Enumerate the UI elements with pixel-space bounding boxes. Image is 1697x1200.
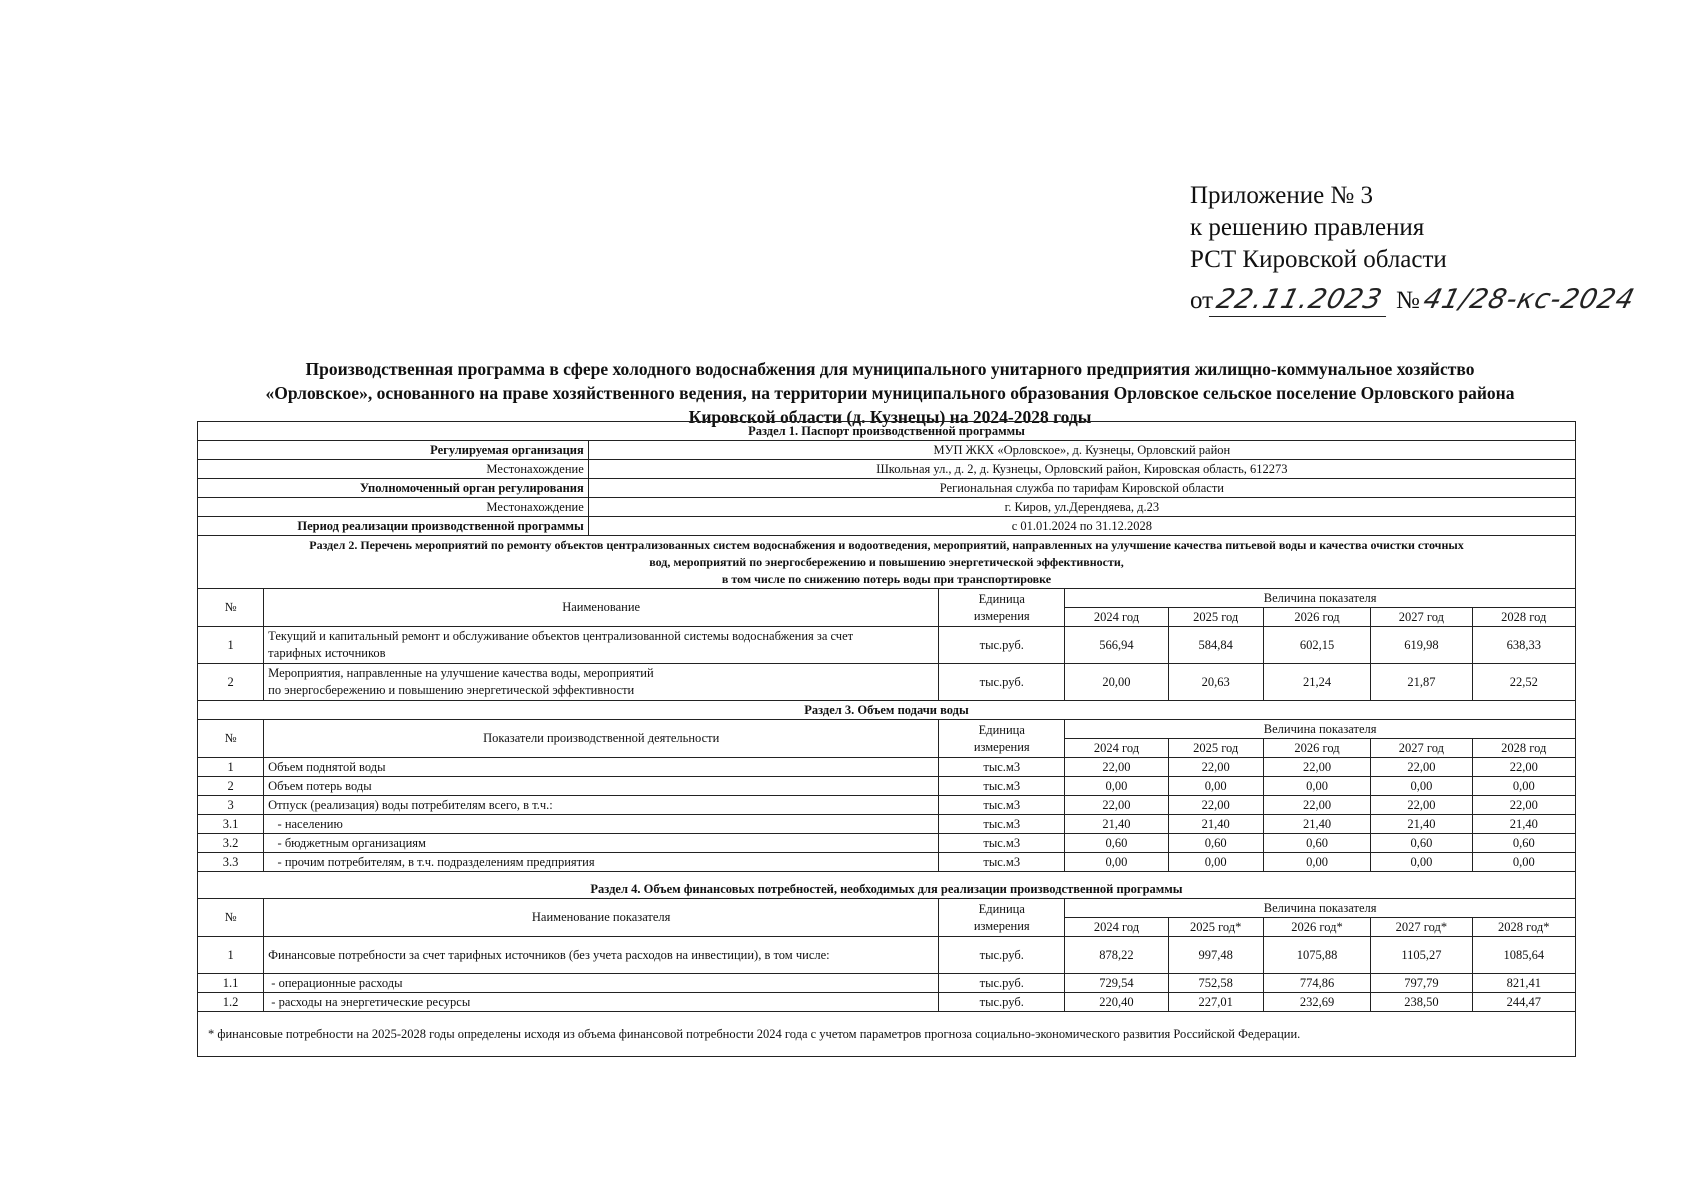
- table-row: [198, 937, 1576, 974]
- passport-value: Школьная ул., д. 2, д. Кузнецы, Орловский район, Кировская область, 612273: [588, 460, 1575, 479]
- row-value: 1075,88: [1263, 937, 1371, 974]
- appendix-block: [1190, 180, 1638, 317]
- row-name: - расходы на энергетические ресурсы: [264, 993, 939, 1012]
- row-name: [264, 627, 939, 664]
- row-value: 0,60: [1371, 834, 1472, 853]
- row-value: 0,00: [1168, 853, 1263, 872]
- program-table: [197, 421, 1576, 1057]
- row-value: 22,00: [1472, 796, 1575, 815]
- number-label: №: [1395, 287, 1420, 314]
- row-num: 3.2: [198, 834, 264, 853]
- header-value: Величина показателя: [1065, 589, 1576, 608]
- header-unit-line-1: Единица: [978, 591, 1025, 606]
- passport-value: Региональная служба по тарифам Кировской области: [588, 479, 1575, 498]
- row-value: 22,00: [1472, 758, 1575, 777]
- row-value: 21,40: [1371, 815, 1472, 834]
- row-unit: тыс.м3: [939, 815, 1065, 834]
- row-value: 774,86: [1263, 974, 1371, 993]
- row-value: 0,00: [1472, 777, 1575, 796]
- row-value: 22,00: [1065, 796, 1168, 815]
- header-name: Показатели производственной деятельности: [264, 720, 939, 758]
- row-name: Финансовые потребности за счет тарифных источников (без учета расходов на инвестиции), в том числе:: [264, 937, 939, 974]
- row-value: 0,60: [1065, 834, 1168, 853]
- table-row: [198, 993, 1576, 1012]
- header-value: Величина показателя: [1065, 720, 1576, 739]
- row-value: 619,98: [1371, 627, 1472, 664]
- document-title: [195, 357, 1585, 429]
- row-name: - прочим потребителям, в т.ч. подразделениям предприятия: [264, 853, 939, 872]
- row-value: 1105,27: [1371, 937, 1472, 974]
- row-value: 0,60: [1263, 834, 1371, 853]
- header-unit-line-1: Единица: [978, 722, 1025, 737]
- row-value: 997,48: [1168, 937, 1263, 974]
- passport-row: [198, 517, 1576, 536]
- table-row: [198, 627, 1576, 664]
- decision-number: 41/28-кс-2024: [1420, 284, 1638, 315]
- appendix-line-2: к решению правления: [1190, 214, 1425, 241]
- row-value: 22,52: [1472, 664, 1575, 701]
- row-value: 22,00: [1371, 758, 1472, 777]
- row-num: 2: [198, 664, 264, 701]
- row-value: 22,00: [1065, 758, 1168, 777]
- row-num: 3.1: [198, 815, 264, 834]
- passport-row: [198, 460, 1576, 479]
- row-value: 21,87: [1371, 664, 1472, 701]
- row-value: 752,58: [1168, 974, 1263, 993]
- row-value: 1085,64: [1472, 937, 1575, 974]
- row-value: 797,79: [1371, 974, 1472, 993]
- row-name: - бюджетным организациям: [264, 834, 939, 853]
- row-unit: тыс.м3: [939, 796, 1065, 815]
- row-name: Отпуск (реализация) воды потребителям всего, в т.ч.:: [264, 796, 939, 815]
- row-name: [264, 664, 939, 701]
- passport-row: [198, 479, 1576, 498]
- header-year: 2027 год: [1371, 608, 1472, 627]
- footnote: * финансовые потребности на 2025-2028 годы определены исходя из объема финансовой потребности 2024 года с учетом параметров прогноза социально-экономического развития Российской Федерации.: [198, 1012, 1576, 1057]
- row-name: - операционные расходы: [264, 974, 939, 993]
- row-value: 238,50: [1371, 993, 1472, 1012]
- header-year: 2026 год*: [1263, 918, 1371, 937]
- table-row: [198, 853, 1576, 872]
- row-value: 638,33: [1472, 627, 1575, 664]
- section2-title-line-3: в том числе по снижению потерь воды при транспортировке: [721, 571, 1052, 586]
- header-unit: [939, 589, 1065, 627]
- section1-title: Раздел 1. Паспорт производственной программы: [198, 422, 1576, 441]
- row-value: 0,00: [1065, 853, 1168, 872]
- row-num: 1: [198, 627, 264, 664]
- row-unit: тыс.м3: [939, 853, 1065, 872]
- header-num: №: [198, 589, 264, 627]
- row-name: - населению: [264, 815, 939, 834]
- passport-label: Уполномоченный орган регулирования: [198, 479, 589, 498]
- row-value: 21,40: [1168, 815, 1263, 834]
- row-name-line-1: Мероприятия, направленные на улучшение качества воды, мероприятий: [268, 666, 654, 680]
- row-value: 20,00: [1065, 664, 1168, 701]
- row-num: 3.3: [198, 853, 264, 872]
- row-value: 0,00: [1168, 777, 1263, 796]
- program-table-wrapper: [197, 421, 1576, 1057]
- row-name-line-2: тарифных источников: [268, 646, 386, 660]
- section2-title-line-2: вод, мероприятий по энергосбережению и повышению энергетической эффективности,: [649, 554, 1124, 569]
- row-num: 1.1: [198, 974, 264, 993]
- row-unit: тыс.м3: [939, 758, 1065, 777]
- table-row: [198, 777, 1576, 796]
- header-num: №: [198, 720, 264, 758]
- title-line-1: Производственная программа в сфере холодного водоснабжения для муниципального унитарного предприятия жилищно-коммунальное хозяйство: [305, 359, 1475, 379]
- row-num: 1.2: [198, 993, 264, 1012]
- header-year: 2024 год: [1065, 918, 1168, 937]
- row-name-line-2: по энергосбережению и повышению энергетической эффективности: [268, 683, 635, 697]
- row-value: 0,00: [1371, 777, 1472, 796]
- header-value: Величина показателя: [1065, 899, 1576, 918]
- row-value: 244,47: [1472, 993, 1575, 1012]
- row-value: 22,00: [1263, 758, 1371, 777]
- row-unit: тыс.руб.: [939, 664, 1065, 701]
- header-year: 2027 год*: [1371, 918, 1472, 937]
- header-year: 2025 год*: [1168, 918, 1263, 937]
- row-value: 22,00: [1371, 796, 1472, 815]
- row-value: 22,00: [1168, 758, 1263, 777]
- header-year: 2026 год: [1263, 739, 1371, 758]
- row-num: 2: [198, 777, 264, 796]
- row-value: 0,60: [1168, 834, 1263, 853]
- passport-label: Период реализации производственной программы: [198, 517, 589, 536]
- header-name: Наименование: [264, 589, 939, 627]
- title-line-3: Кировской области (д. Кузнецы) на 2024-2028 годы: [688, 407, 1092, 427]
- row-unit: тыс.м3: [939, 834, 1065, 853]
- table-row: [198, 796, 1576, 815]
- header-name: Наименование показателя: [264, 899, 939, 937]
- header-num: №: [198, 899, 264, 937]
- row-value: 21,40: [1065, 815, 1168, 834]
- row-value: 0,00: [1065, 777, 1168, 796]
- row-unit: тыс.руб.: [939, 974, 1065, 993]
- from-label: от: [1190, 287, 1214, 314]
- row-name: Объем потерь воды: [264, 777, 939, 796]
- table-row: [198, 834, 1576, 853]
- row-value: 21,40: [1263, 815, 1371, 834]
- passport-value: г. Киров, ул.Дерендяева, д.23: [588, 498, 1575, 517]
- appendix-line-3: РСТ Кировской области: [1190, 246, 1447, 273]
- passport-value: с 01.01.2024 по 31.12.2028: [588, 517, 1575, 536]
- row-value: 220,40: [1065, 993, 1168, 1012]
- header-year: 2025 год: [1168, 608, 1263, 627]
- row-value: 21,40: [1472, 815, 1575, 834]
- section2-title-line-1: Раздел 2. Перечень мероприятий по ремонту объектов централизованных систем водоснабжения и водоотведения, мероприятий, направленных на улучшение качества питьевой воды и качества очистки сточных: [309, 537, 1464, 552]
- header-year: 2024 год: [1065, 608, 1168, 627]
- row-name: Объем поднятой воды: [264, 758, 939, 777]
- header-year: 2026 год: [1263, 608, 1371, 627]
- row-value: 602,15: [1263, 627, 1371, 664]
- table-row: [198, 758, 1576, 777]
- header-year: 2028 год*: [1472, 918, 1575, 937]
- row-num: 3: [198, 796, 264, 815]
- row-name-line-1: Текущий и капитальный ремонт и обслуживание объектов централизованной системы водоснабжения за счет: [268, 629, 854, 643]
- header-year: 2025 год: [1168, 739, 1263, 758]
- appendix-line-1: Приложение № 3: [1190, 182, 1374, 209]
- row-value: 0,00: [1263, 777, 1371, 796]
- header-unit: [939, 720, 1065, 758]
- row-value: 232,69: [1263, 993, 1371, 1012]
- table-row: [198, 664, 1576, 701]
- row-value: 729,54: [1065, 974, 1168, 993]
- row-value: 22,00: [1263, 796, 1371, 815]
- row-unit: тыс.руб.: [939, 627, 1065, 664]
- header-year: 2027 год: [1371, 739, 1472, 758]
- header-year: 2024 год: [1065, 739, 1168, 758]
- header-year: 2028 год: [1472, 608, 1575, 627]
- row-value: 227,01: [1168, 993, 1263, 1012]
- row-value: 21,24: [1263, 664, 1371, 701]
- table-row: [198, 974, 1576, 993]
- row-value: 0,00: [1263, 853, 1371, 872]
- header-year: 2028 год: [1472, 739, 1575, 758]
- appendix-decision-line: [1190, 284, 1638, 317]
- passport-row: [198, 441, 1576, 460]
- row-value: 0,00: [1472, 853, 1575, 872]
- section2-title: [198, 536, 1576, 589]
- row-unit: тыс.м3: [939, 777, 1065, 796]
- title-line-2: «Орловское», основанного на праве хозяйственного ведения, на территории муниципального образования Орловское сельское поселение Орловского района: [265, 383, 1515, 403]
- row-value: 0,00: [1371, 853, 1472, 872]
- decision-date: 22.11.2023: [1209, 284, 1394, 317]
- passport-label: Местонахождение: [198, 498, 589, 517]
- passport-label: Местонахождение: [198, 460, 589, 479]
- section4-title: Раздел 4. Объем финансовых потребностей, необходимых для реализации производственной программы: [198, 872, 1576, 899]
- row-value: 0,60: [1472, 834, 1575, 853]
- row-unit: тыс.руб.: [939, 993, 1065, 1012]
- row-num: 1: [198, 937, 264, 974]
- row-value: 22,00: [1168, 796, 1263, 815]
- header-unit-line-2: измерения: [973, 739, 1030, 754]
- row-value: 584,84: [1168, 627, 1263, 664]
- passport-row: [198, 498, 1576, 517]
- section3-title: Раздел 3. Объем подачи воды: [198, 701, 1576, 720]
- header-unit-line-2: измерения: [973, 918, 1030, 933]
- passport-label: Регулируемая организация: [198, 441, 589, 460]
- passport-value: МУП ЖКХ «Орловское», д. Кузнецы, Орловский район: [588, 441, 1575, 460]
- row-value: 821,41: [1472, 974, 1575, 993]
- header-unit: [939, 899, 1065, 937]
- row-value: 878,22: [1065, 937, 1168, 974]
- row-value: 20,63: [1168, 664, 1263, 701]
- header-unit-line-2: измерения: [973, 608, 1030, 623]
- table-row: [198, 815, 1576, 834]
- row-unit: тыс.руб.: [939, 937, 1065, 974]
- row-num: 1: [198, 758, 264, 777]
- header-unit-line-1: Единица: [978, 901, 1025, 916]
- row-value: 566,94: [1065, 627, 1168, 664]
